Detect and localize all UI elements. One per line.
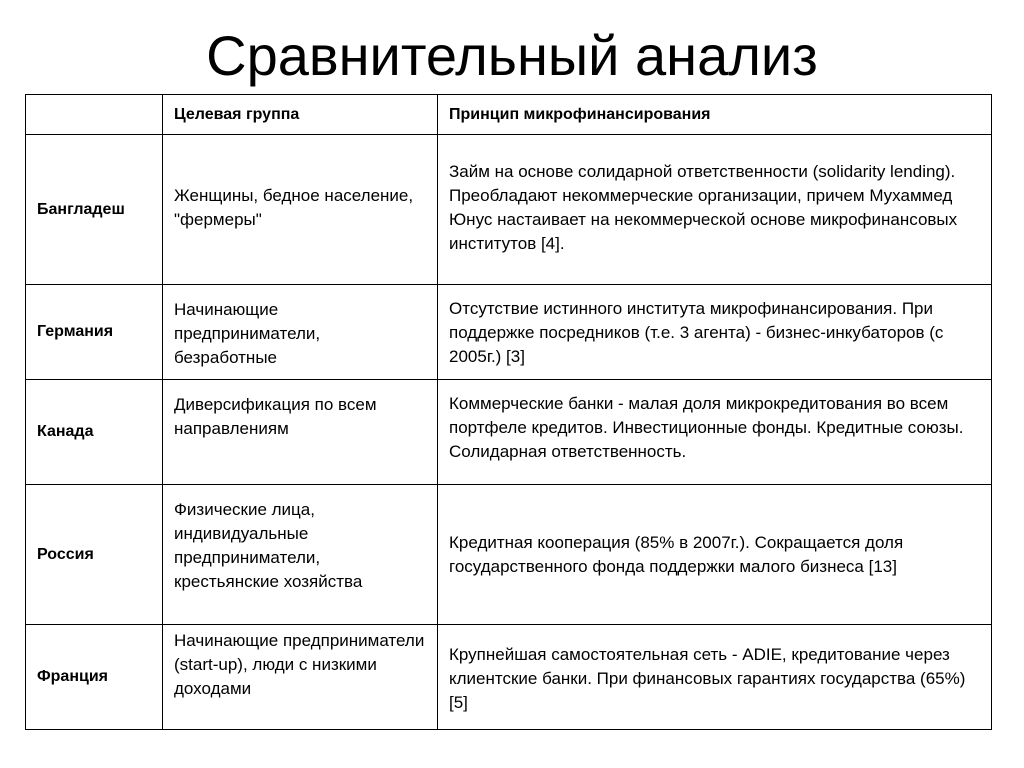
target-group-cell: Женщины, бедное население, "фермеры" (163, 135, 438, 285)
principle-cell: Займ на основе солидарной ответственности (solidarity lending). Преобладают некоммерческие организации, причем Мухаммед Юнус настаивает на некоммерческой основе микрофинансовых институтов [4]. (438, 135, 992, 285)
target-group-cell: Физические лица, индивидуальные предприниматели, крестьянские хозяйства (163, 485, 438, 625)
page-title: Сравнительный анализ (206, 24, 818, 87)
country-cell: Бангладеш (26, 135, 163, 285)
table-row (26, 135, 992, 285)
table-row (26, 380, 992, 485)
header-target-group: Целевая группа (163, 95, 438, 135)
table-header-row (26, 95, 992, 135)
country-cell: Канада (26, 380, 163, 485)
target-group-cell: Начинающие предприниматели, безработные (163, 285, 438, 380)
principle-cell: Отсутствие истинного института микрофинансирования. При поддержке посредников (т.е. 3 агента) - бизнес-инкубаторов (с 2005г.) [3] (438, 285, 992, 380)
header-principle: Принцип микрофинансирования (438, 95, 992, 135)
country-cell: Франция (26, 625, 163, 730)
principle-cell: Коммерческие банки - малая доля микрокредитования во всем портфеле кредитов. Инвестиционные фонды. Кредитные союзы. Солидарная ответственность. (438, 380, 992, 485)
header-country (26, 95, 163, 135)
comparison-table (25, 94, 992, 730)
principle-cell: Крупнейшая самостоятельная сеть - ADIE, кредитование через клиентские банки. При финансовых гарантиях государства (65%) [5] (438, 625, 992, 730)
target-group-cell: Диверсификация по всем направлениям (163, 380, 438, 485)
table-row (26, 285, 992, 380)
country-cell: Россия (26, 485, 163, 625)
principle-cell: Кредитная кооперация (85% в 2007г.). Сокращается доля государственного фонда поддержки малого бизнеса [13] (438, 485, 992, 625)
country-cell: Германия (26, 285, 163, 380)
table-row (26, 485, 992, 625)
target-group-cell: Начинающие предприниматели (start-up), люди с низкими доходами (163, 625, 438, 730)
table-row (26, 625, 992, 730)
